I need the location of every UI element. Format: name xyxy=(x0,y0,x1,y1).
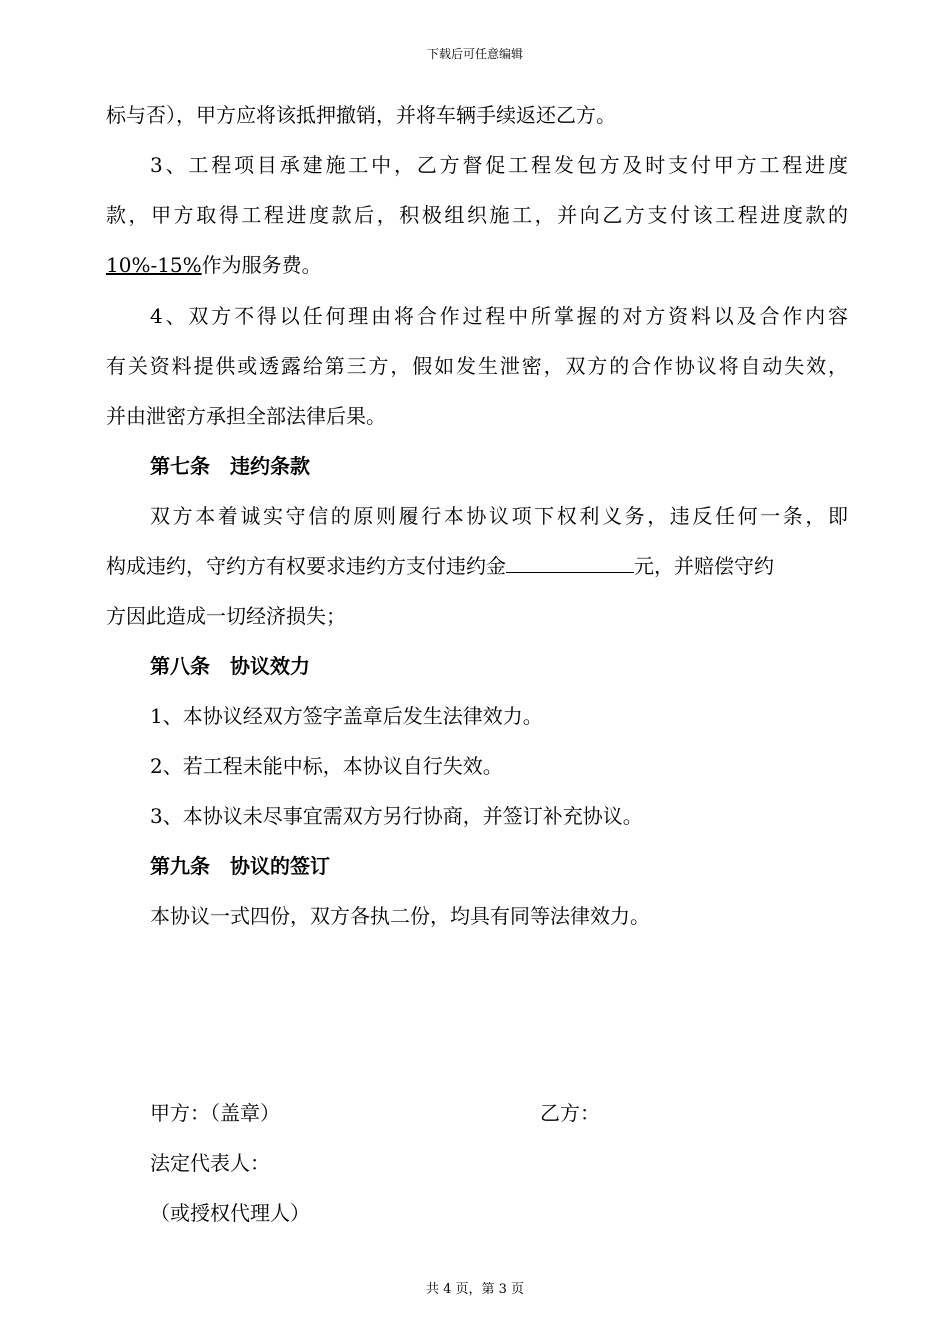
clause-6-4-line3: 并由泄密方承担全部法律后果。 xyxy=(106,404,386,428)
article-9-heading: 第九条 协议的签订 xyxy=(150,854,330,878)
article-7-line1: 双方本着诚实守信的原则履行本协议项下权利义务，违反任何一条，即 xyxy=(150,504,848,528)
page-header: 下载后可任意编辑 xyxy=(426,47,523,61)
clause-6-4-line2: 有关资料提供或透露给第三方，假如发生泄密，双方的合作协议将自动失效， xyxy=(106,354,848,378)
article-8-item2: 2、若工程未能中标，本协议自行失效。 xyxy=(150,754,503,778)
page-footer: 共 4 页，第 3 页 xyxy=(425,1282,525,1297)
legal-representative: 法定代表人： xyxy=(150,1151,270,1175)
article-8-item1: 1、本协议经双方签字盖章后发生法律效力。 xyxy=(150,704,543,728)
article-8-item3: 3、本协议未尽事宜需双方另行协商，并签订补充协议。 xyxy=(150,804,643,828)
article-7-heading: 第七条 违约条款 xyxy=(150,454,310,478)
penalty-text-end: 元，并赔偿守约 xyxy=(634,554,774,578)
document-body xyxy=(106,0,848,1344)
clause-6-4-line1: 4、双方不得以任何理由将合作过程中所掌握的对方资料以及合作内容 xyxy=(150,304,848,328)
penalty-text: 构成违约，守约方有权要求违约方支付违约金 xyxy=(106,554,506,578)
party-a-signature: 甲方：（盖章） xyxy=(150,1101,280,1125)
article-9-line1: 本协议一式四份，双方各执二份，均具有同等法律效力。 xyxy=(150,904,650,928)
article-7-line3: 方因此造成一切经济损失； xyxy=(106,604,346,628)
article-7-line2 xyxy=(106,552,774,580)
party-b-signature: 乙方： xyxy=(540,1101,600,1125)
clause-6-3-line1: 3、工程项目承建施工中，乙方督促工程发包方及时支付甲方工程进度 xyxy=(150,153,848,177)
clause-6-3-line3 xyxy=(106,251,322,279)
authorized-agent: （或授权代理人） xyxy=(150,1201,310,1225)
penalty-blank xyxy=(506,552,634,573)
fee-text: 作为服务费。 xyxy=(201,253,322,277)
article-8-heading: 第八条 协议效力 xyxy=(150,654,310,678)
paragraph-line: 标与否），甲方应将该抵押撤销，并将车辆手续返还乙方。 xyxy=(106,103,616,127)
clause-6-3-line2: 款，甲方取得工程进度款后，积极组织施工，并向乙方支付该工程进度款的 xyxy=(106,203,848,227)
fee-percentage: 10%-15% xyxy=(106,253,202,277)
